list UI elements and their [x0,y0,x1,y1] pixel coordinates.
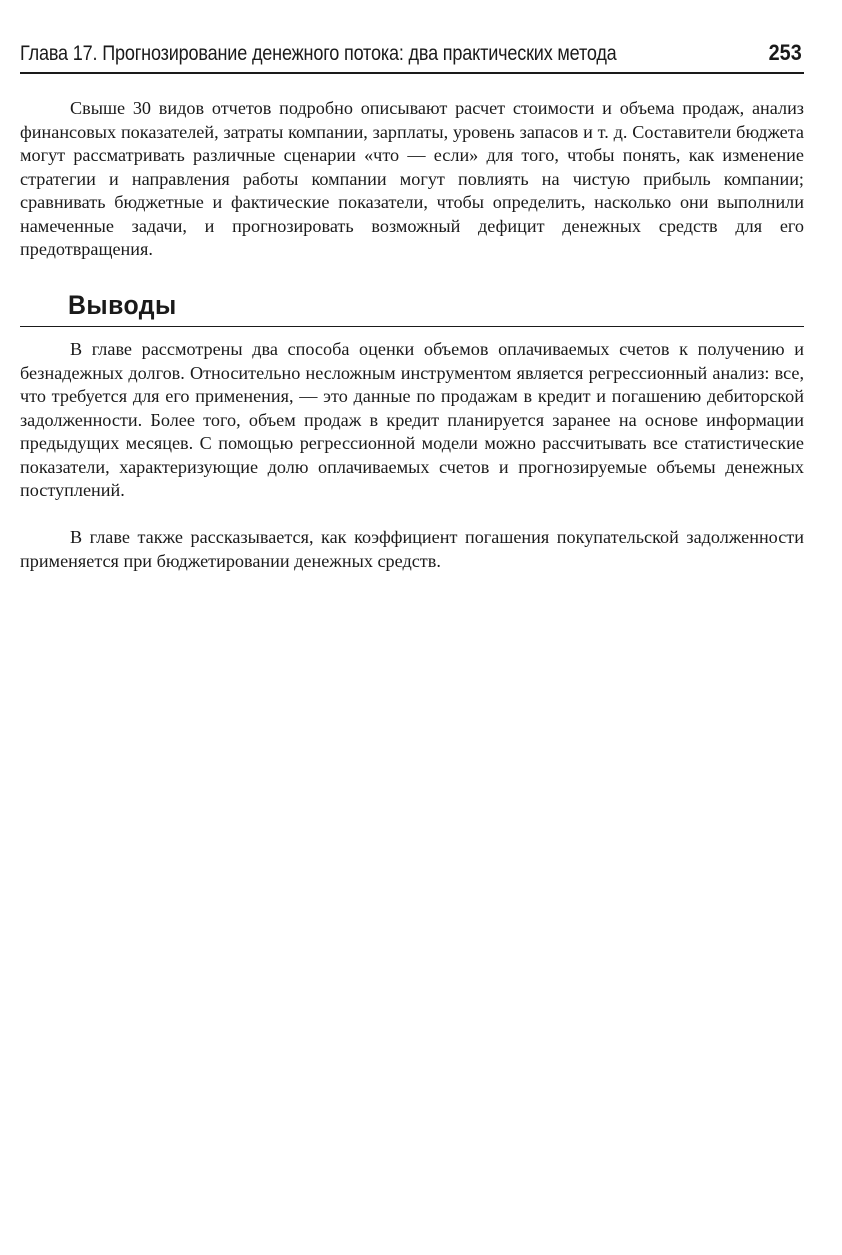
intro-paragraph: Свыше 30 видов отчетов подробно описывают расчет стоимости и объема продаж, анализ финансовых показателей, затраты компании, зарплаты, уровень запасов и т. д. Составители бюджета могут рассматривать различные сценарии «что — если» для того, чтобы понять, как изменение стратегии и направления работы компании могут повлиять на чистую прибыль компании; сравнивать бюджетные и фактические показатели, чтобы определить, насколько они выполнили намеченные задачи, и прогнозировать возможный дефицит денежных средств для его предотвращения. [20,98,804,259]
conclusion-paragraph-1: В главе рассмотрены два способа оценки объемов оплачиваемых счетов к получению и безнадежных долгов. Относительно несложным инструментом является регрессионный анализ: все, что требуется для его применения, — это данные по продажам в кредит и погашению дебиторской задолженности. Более того, объем продаж в кредит планируется заранее на основе информации предыдущих месяцев. С помощью регрессионной модели можно рассчитывать все статистические показатели, характеризующие долю оплачиваемых счетов и прогнозируемые объемы денежных поступлений. [20,339,804,500]
page-number: 253 [768,40,802,65]
section-title: Выводы [68,290,177,320]
section-heading [20,290,804,327]
running-title: Глава 17. Прогнозирование денежного потока: два практических метода [20,42,617,65]
running-header [20,38,804,74]
conclusion-paragraph-2: В главе также рассказывается, как коэффициент погашения покупательской задолженности применяется при бюджетировании денежных средств. [20,527,804,571]
